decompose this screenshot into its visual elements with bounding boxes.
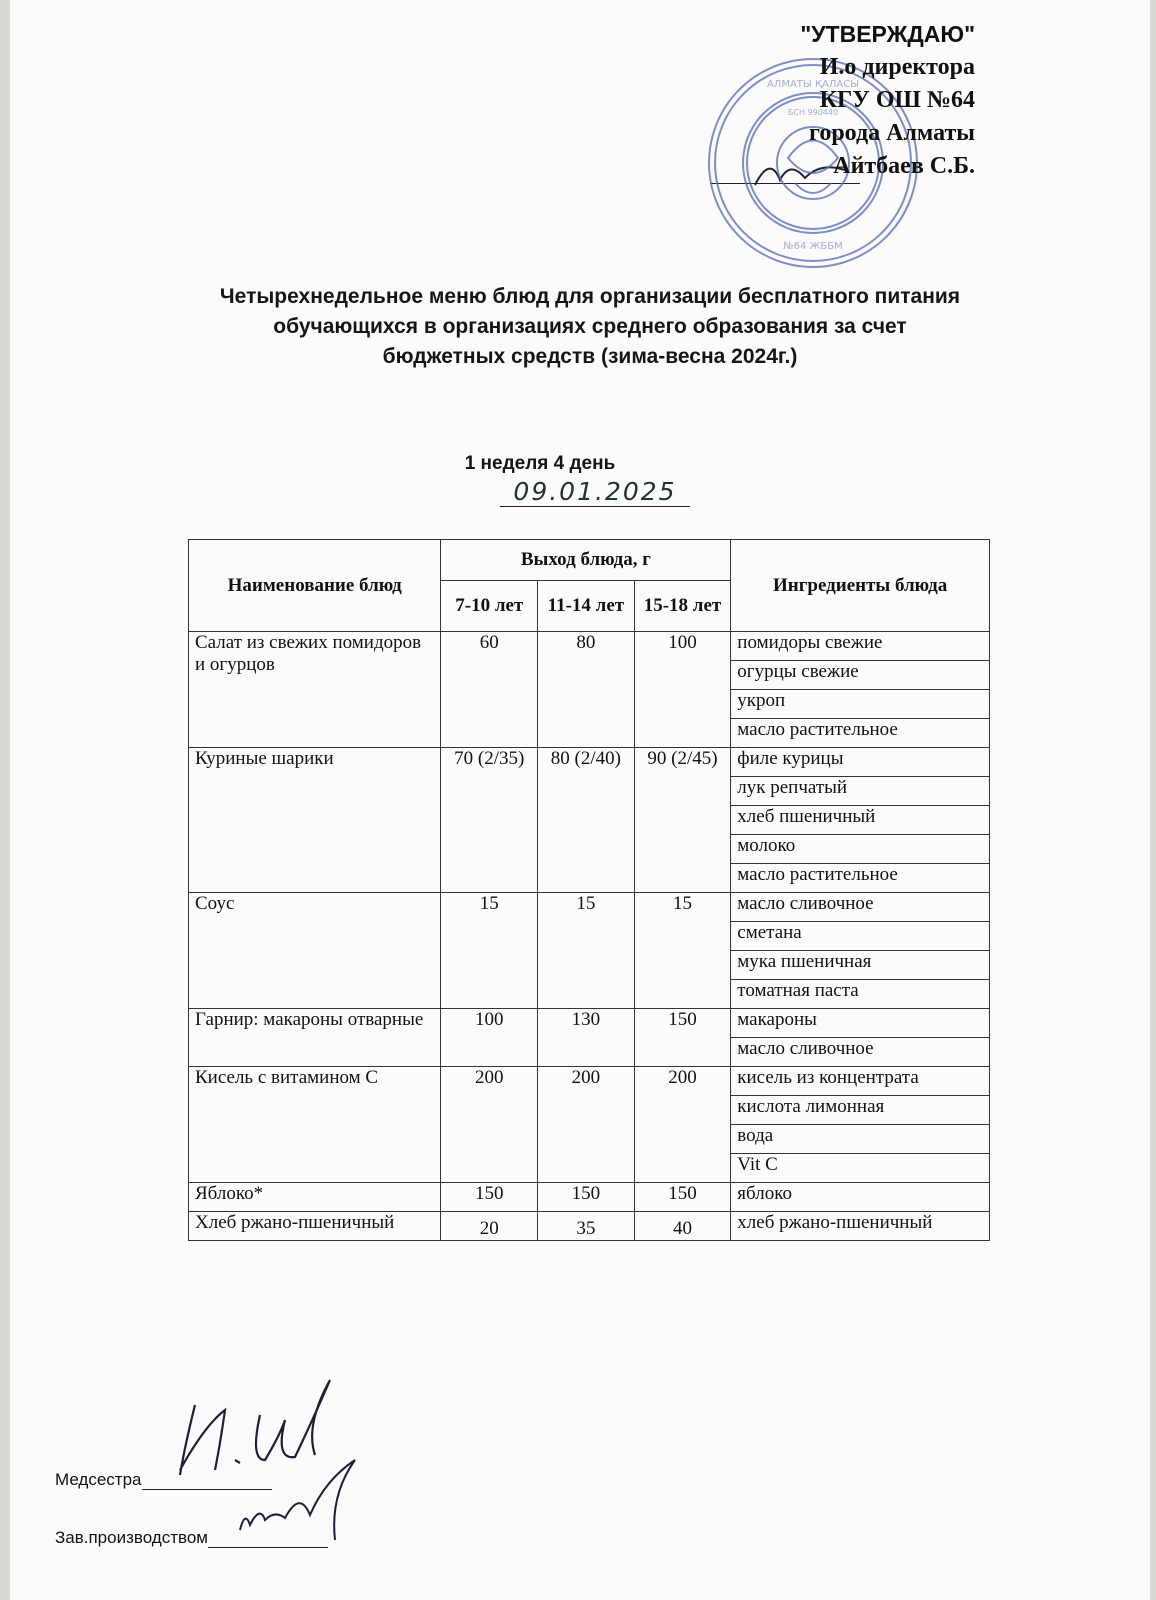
ingredient-cell: масло сливочное <box>731 893 990 922</box>
dish-name-cell: Куриные шарики <box>189 748 441 893</box>
dish-name-cell: Кисель с витамином С <box>189 1067 441 1183</box>
nurse-label: Медсестра <box>55 1470 142 1489</box>
header-output: Выход блюда, г <box>441 540 731 581</box>
week-day-label: 1 неделя 4 день <box>464 453 616 474</box>
output-value-cell: 100 <box>441 1009 538 1067</box>
svg-text:БСН 990440: БСН 990440 <box>787 108 839 117</box>
production-manager-signature <box>230 1450 370 1550</box>
ingredient-cell: филе курицы <box>731 748 990 777</box>
approval-name: Айтбаев С.Б. <box>833 153 975 179</box>
menu-table <box>188 539 990 1241</box>
ingredient-cell: сметана <box>731 922 990 951</box>
table-row <box>189 632 990 661</box>
document-page <box>10 0 1150 1600</box>
ingredient-cell: укроп <box>731 690 990 719</box>
dish-name-cell: Гарнир: макароны отварные <box>189 1009 441 1067</box>
ingredient-cell: мука пшеничная <box>731 951 990 980</box>
output-value-cell: 150 <box>538 1183 635 1212</box>
table-row <box>189 1183 990 1212</box>
ingredient-cell: кислота лимонная <box>731 1096 990 1125</box>
approval-block <box>800 18 975 183</box>
output-value-cell: 200 <box>441 1067 538 1183</box>
output-value-cell: 90 (2/45) <box>634 748 731 893</box>
ingredient-cell: Vit C <box>731 1154 990 1183</box>
ingredient-cell: молоко <box>731 835 990 864</box>
document-title <box>140 282 1040 372</box>
output-value-cell: 15 <box>634 893 731 1009</box>
dish-name-cell: Соус <box>189 893 441 1009</box>
dish-name-cell: Хлеб ржано-пшеничный <box>189 1212 441 1241</box>
ingredient-cell: кисель из концентрата <box>731 1067 990 1096</box>
ingredient-cell: лук репчатый <box>731 777 990 806</box>
ingredient-cell: масло растительное <box>731 864 990 893</box>
table-row <box>189 1009 990 1038</box>
handwritten-date: 09.01.2025 <box>500 477 690 507</box>
ingredient-cell: масло растительное <box>731 719 990 748</box>
header-age-11-14: 11-14 лет <box>538 581 635 632</box>
svg-text:АЛМАТЫ ҚАЛАСЫ: АЛМАТЫ ҚАЛАСЫ <box>766 79 860 90</box>
header-age-7-10: 7-10 лет <box>441 581 538 632</box>
svg-text:№64 ЖББМ: №64 ЖББМ <box>783 241 843 252</box>
output-value-cell: 15 <box>441 893 538 1009</box>
ingredient-cell: вода <box>731 1125 990 1154</box>
table-row <box>189 748 990 777</box>
table-row <box>189 1212 990 1241</box>
ingredient-cell: масло сливочное <box>731 1038 990 1067</box>
production-manager-label: Зав.производством <box>55 1528 208 1547</box>
title-line-1: Четырехнедельное меню блюд для организации бесплатного питания <box>219 285 961 308</box>
output-value-cell: 60 <box>441 632 538 748</box>
ingredient-cell: яблоко <box>731 1183 990 1212</box>
header-age-15-18: 15-18 лет <box>634 581 731 632</box>
output-value-cell: 100 <box>634 632 731 748</box>
ingredient-cell: хлеб пшеничный <box>731 806 990 835</box>
dish-name-cell: Яблоко* <box>189 1183 441 1212</box>
output-value-cell: 80 (2/40) <box>538 748 635 893</box>
approval-heading: "УТВЕРЖДАЮ" <box>800 21 975 47</box>
ingredient-cell: макароны <box>731 1009 990 1038</box>
output-value-cell: 80 <box>538 632 635 748</box>
output-value-cell: 150 <box>634 1183 731 1212</box>
output-value-cell: 40 <box>634 1212 731 1241</box>
dish-name-cell: Салат из свежих помидоров и огурцов <box>189 632 441 748</box>
output-value-cell: 150 <box>634 1009 731 1067</box>
output-value-cell: 20 <box>441 1212 538 1241</box>
output-value-cell: 35 <box>538 1212 635 1241</box>
approval-city: города Алматы <box>809 120 975 146</box>
header-dish-name: Наименование блюд <box>189 540 441 632</box>
title-line-3: бюджетных средств (зима-весна 2024г.) <box>382 345 798 368</box>
table-row <box>189 893 990 922</box>
ingredient-cell: томатная паста <box>731 980 990 1009</box>
ingredient-cell: огурцы свежие <box>731 661 990 690</box>
approval-position: И.о директора <box>819 54 975 80</box>
output-value-cell: 130 <box>538 1009 635 1067</box>
header-ingredients: Ингредиенты блюда <box>731 540 990 632</box>
ingredient-cell: помидоры свежие <box>731 632 990 661</box>
output-value-cell: 15 <box>538 893 635 1009</box>
approval-organization: КГУ ОШ №64 <box>819 87 975 113</box>
output-value-cell: 200 <box>634 1067 731 1183</box>
title-line-2: обучающихся в организациях среднего образования за счет <box>273 315 907 338</box>
output-value-cell: 200 <box>538 1067 635 1183</box>
table-row <box>189 1067 990 1096</box>
ingredient-cell: хлеб ржано-пшеничный <box>731 1212 990 1241</box>
output-value-cell: 150 <box>441 1183 538 1212</box>
output-value-cell: 70 (2/35) <box>441 748 538 893</box>
